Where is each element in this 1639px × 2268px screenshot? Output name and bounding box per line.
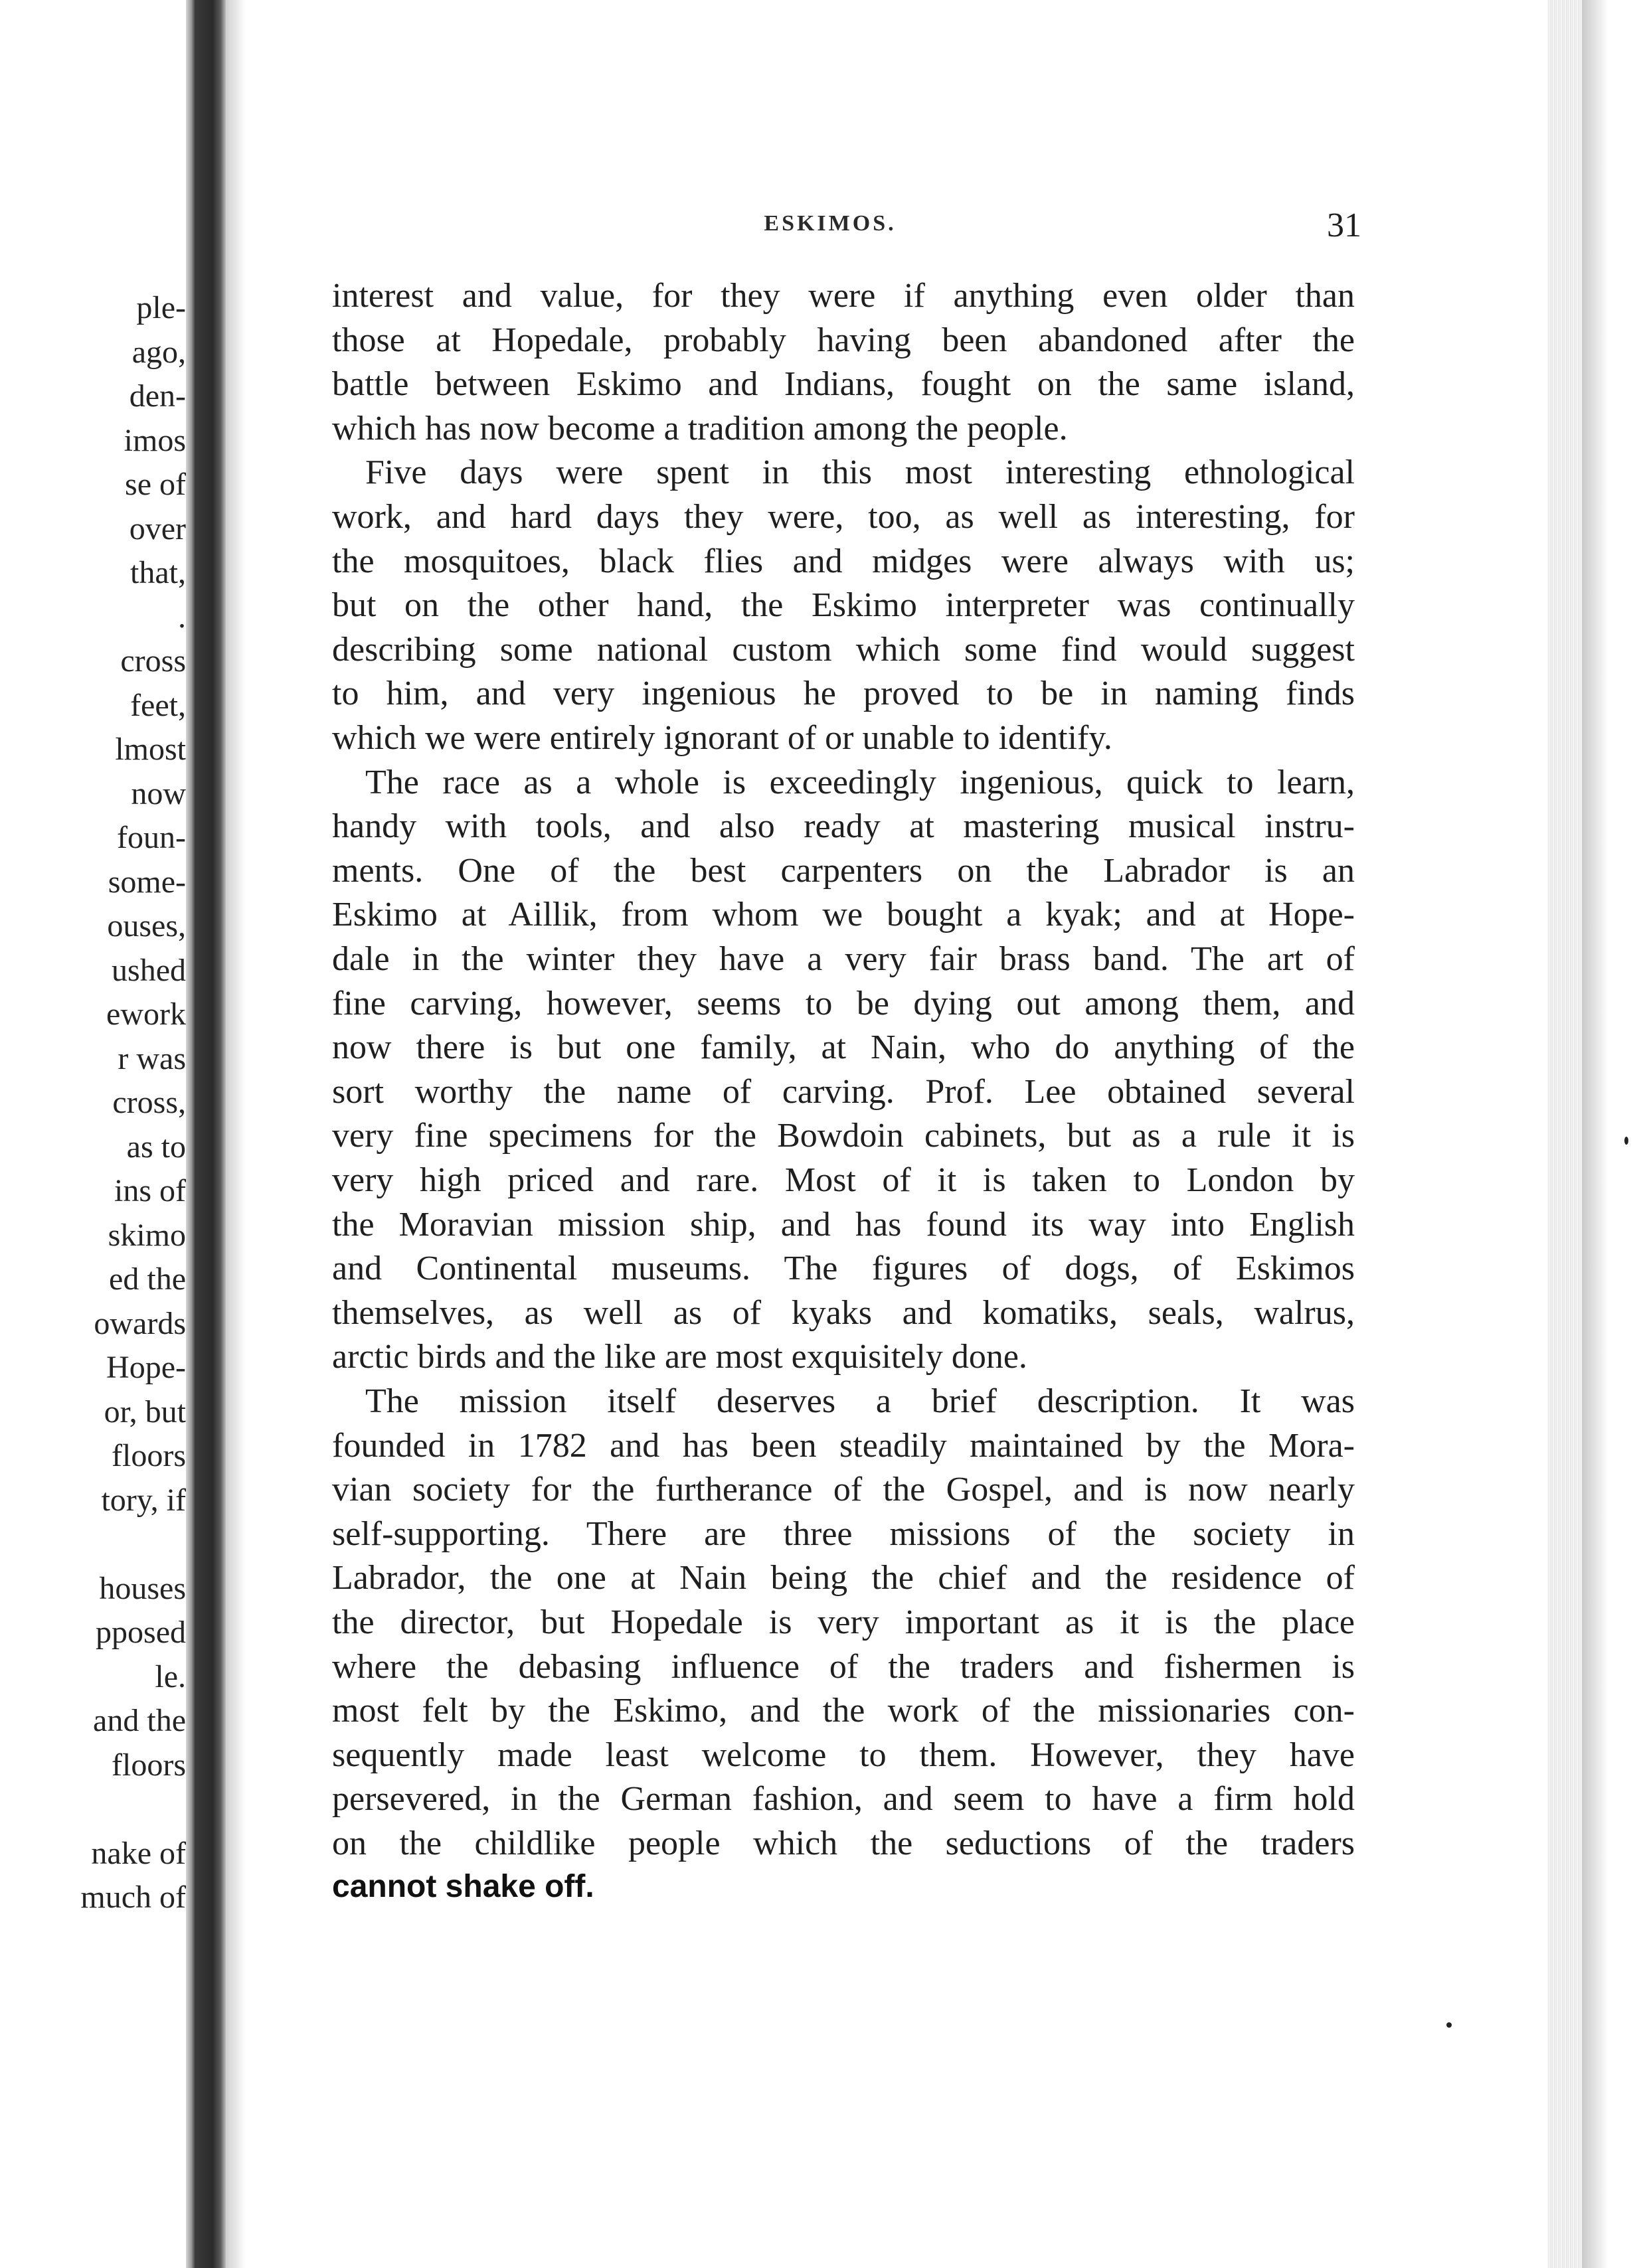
body-text-line: describing some national custom which some find would suggest [332, 630, 1355, 669]
body-text-line: where the debasing influence of the traders and fishermen is [332, 1647, 1355, 1686]
body-text-line: arctic birds and the like are most exquisitely done. [332, 1338, 1027, 1376]
book-gutter [186, 0, 226, 2268]
previous-page-line: owards [94, 1305, 186, 1341]
previous-page-line: ushed [112, 952, 186, 988]
previous-page-line: lmost [115, 732, 186, 767]
body-text-line: the mosquitoes, black flies and midges were always with us; [332, 542, 1355, 580]
body-text-line: very fine specimens for the Bowdoin cabinets, but as a rule it is [332, 1117, 1355, 1155]
body-text-line: the director, but Hopedale is very important as it is the place [332, 1603, 1355, 1641]
body-text-line: dale in the winter they have a very fair brass band. The art of [332, 940, 1355, 978]
body-text-line: most felt by the Eskimo, and the work of the missionaries con- [332, 1692, 1355, 1730]
body-text-line: very high priced and rare. Most of it is taken to London by [332, 1161, 1355, 1199]
body-text-line: themselves, as well as of kyaks and komatiks, seals, walrus, [332, 1293, 1355, 1332]
body-text-line: self-supporting. There are three missions of the society in [332, 1514, 1355, 1553]
body-text-line: on the childlike people which the seductions of the traders [332, 1824, 1355, 1862]
previous-page-line: . [178, 599, 186, 635]
previous-page-line: or, but [104, 1394, 186, 1429]
body-text-line: persevered, in the German fashion, and seem to have a firm hold [332, 1780, 1355, 1819]
previous-page-line: foun- [117, 820, 186, 855]
body-text-line: fine carving, however, seems to be dying out among them, and [332, 984, 1355, 1022]
previous-page-line: that, [130, 555, 186, 590]
previous-page-line: le. [155, 1659, 186, 1694]
previous-page-line: pposed [96, 1615, 186, 1650]
running-head: ESKIMOS. [764, 211, 897, 236]
previous-page-line: feet, [130, 687, 186, 723]
book-page-edges [1547, 0, 1582, 2268]
previous-page-line: now [131, 775, 186, 811]
page-edge-shadow [1582, 0, 1608, 2268]
previous-page-line: se of [125, 467, 186, 502]
body-text-line: vian society for the furtherance of the Gospel, and is now nearly [332, 1471, 1355, 1509]
previous-page-line: ins of [114, 1173, 186, 1208]
body-text-line: now there is but one family, at Nain, who do anything of the [332, 1028, 1355, 1067]
body-text-line: and Continental museums. The figures of dogs, of Eskimos [332, 1250, 1355, 1288]
previous-page-line: ouses, [107, 908, 186, 943]
body-text-line: interest and value, for they were if anything even older than [332, 277, 1355, 315]
body-text-line: founded in 1782 and has been steadily maintained by the Mora- [332, 1426, 1355, 1465]
ink-speck [1624, 1137, 1628, 1145]
previous-page-line: cross, [112, 1085, 186, 1120]
previous-page-line: cross [120, 643, 186, 679]
body-text-line: work, and hard days they were, too, as well as interesting, for [332, 498, 1355, 536]
previous-page-line: ago, [131, 334, 186, 370]
previous-page-line: tory, if [101, 1482, 186, 1518]
previous-page-fragment [0, 0, 186, 2268]
body-text-line: sort worthy the name of carving. Prof. Lee obtained several [332, 1072, 1355, 1111]
previous-page-line: nake of [91, 1835, 186, 1871]
previous-page-line: ple- [136, 290, 186, 325]
body-text-line: handy with tools, and also ready at mastering musical instru- [332, 807, 1355, 846]
previous-page-line: r was [118, 1040, 186, 1076]
body-text-line: which we were entirely ignorant of or unable to identify. [332, 719, 1112, 757]
body-text-line: Labrador, the one at Nain being the chief and the residence of [332, 1559, 1355, 1597]
body-text-line: to him, and very ingenious he proved to be in naming finds [332, 675, 1355, 713]
previous-page-line: as to [126, 1129, 186, 1165]
previous-page-line: houses [99, 1570, 186, 1606]
body-text-line: Five days were spent in this most interesting ethnological [365, 453, 1355, 492]
body-text-line: The race as a whole is exceedingly ingenious, quick to learn, [365, 763, 1355, 801]
previous-page-line: skimo [108, 1217, 186, 1253]
previous-page-line: ed the [109, 1261, 186, 1297]
previous-page-line: den- [129, 378, 186, 414]
body-text-line: cannot shake off. [332, 1868, 594, 1904]
body-text-line: Eskimo at Aillik, from whom we bought a kyak; and at Hope- [332, 896, 1355, 934]
body-text-line: battle between Eskimo and Indians, fought on the same island, [332, 365, 1355, 404]
previous-page-line: much of [80, 1880, 186, 1915]
previous-page-line: Hope- [106, 1350, 186, 1385]
previous-page-line: and the [93, 1703, 186, 1738]
previous-page-line: imos [124, 422, 186, 458]
body-text-line: the Moravian mission ship, and has found its way into English [332, 1205, 1355, 1244]
previous-page-line: floors [112, 1747, 186, 1783]
body-text-line: The mission itself deserves a brief description. It was [365, 1382, 1355, 1420]
body-text-line: but on the other hand, the Eskimo interpreter was continually [332, 586, 1355, 625]
body-text-line: sequently made least welcome to them. However, they have [332, 1736, 1355, 1774]
previous-page-line: some- [108, 864, 186, 900]
ink-speck [1446, 2022, 1452, 2028]
previous-page-line: floors [112, 1438, 186, 1473]
body-text-line: those at Hopedale, probably having been abandoned after the [332, 321, 1355, 359]
previous-page-line: over [129, 511, 186, 546]
body-text-line: which has now become a tradition among the people. [332, 409, 1068, 447]
gutter-shadow [226, 0, 246, 2268]
body-text-line: ments. One of the best carpenters on the Labrador is an [332, 851, 1355, 890]
page-number: 31 [1327, 206, 1361, 244]
previous-page-line: ework [106, 997, 186, 1032]
